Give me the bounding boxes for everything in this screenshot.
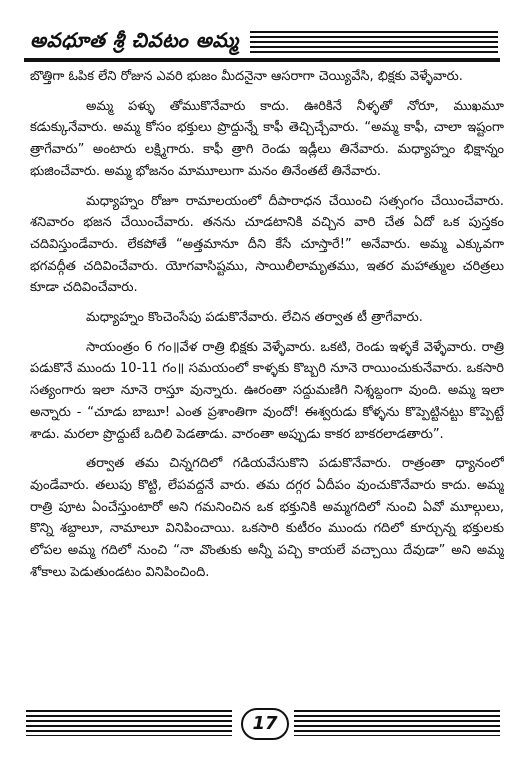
footer-decorative-lines-right (294, 710, 500, 736)
paragraph: సాయంత్రం 6 గం॥వేళ రాత్రి భిక్షకు వెళ్ళేవారు. ఒకటి, రెండు ఇళ్ళకే వెళ్ళేవారు. రాత్రి పడుకొనే ముందు 10-11 గం॥ సమయంలో కాళ్ళకు కొబ్బరి నూనె రాయించుకునేవారు. ఒకసారి సత్యంగారు ఇలా నూనె రాస్తూ వున్నారు. ఊరంతా సద్దుమణిగి నిశ్శబ్దంగా వుంది. అమ్మ ఇలా అన్నారు - “చూడు బాబూ! ఎంత ప్రశాంతిగా వుందో! ఈశ్వరుడు కోళ్ళను కొప్పెట్టినట్టు కొప్పెట్టే శాడు. మరలా ప్రొద్దుటే ఒదిలి పెడతాడు. వారంతా అప్పుడు కాకర బాకరలాడతారు”. (30, 339, 504, 442)
page-footer (26, 708, 500, 738)
paragraph-continued: బొత్తిగా ఓపిక లేని రోజున ఎవరి భుజం మీదనైనా ఆసరాగా చెయ్యివేసి, భిక్షకు వెళ్ళేవారు. (30, 69, 463, 84)
footer-decorative-lines-left (26, 710, 232, 736)
paragraph: మధ్యాహ్నం రోజూ రామాలయంలో దీపారాధన చేయించి సత్సంగం చేయించేవారు. శనివారం భజన చేయించేవారు. తనను చూడటానికి వచ్చిన వారి చేత ఏదో ఒక పుస్తకం చదివిస్తుండేవారు. లేకపోతే “అత్తమానూ దీని కేసే చూస్తారే!” అనేవారు. అమ్మ ఎక్కువగా భగవద్గీత చదివించేవారు. యోగవాసిష్టము, సాయిలీలామృతము, ఇతర మహాత్ముల చరిత్రలు కూడా చదివించేవారు. (30, 193, 504, 296)
paragraph: తర్వాత తమ చిన్నగదిలో గడియవేసుకొని పడుకొనేవారు. రాత్రంతా ధ్యానంలో వుండేవారు. తలుపు కొట్టి, లేపవద్దనే వారు. తమ దగ్గర ఏదీపం వుంచుకొనేవారు కాదు. అమ్మ రాత్రి పూట ఏంచేస్తుంటారో అని గమనించిన ఒక భక్తునికి అమ్మగదిలో నుంచి ఏవో మూల్గులు, కొన్ని శబ్దాలూ, నామాలూ వినిపించాయి. ఒకసారి కుటీరం ముందు గదిలో కూర్చున్న భక్తులకు లోపల అమ్మ గదిలో నుంచి “నా వొంతుకు అన్నీ పచ్చి కాయలే వచ్చాయి దేవుడా” అని అమ్మ శోకాలు పెడుతుండటం వినిపించింది. (30, 456, 504, 580)
header-decorative-lines (250, 31, 498, 55)
header-rule (24, 58, 500, 62)
running-header (24, 22, 500, 64)
page-body (30, 66, 504, 700)
book-title: అవధూత శ్రీ చివటం అమ్మ (30, 28, 239, 52)
page-number: 17 (241, 708, 289, 740)
paragraph: మధ్యాహ్నం కొంచెంసేపు పడుకొనేవారు. లేచిన తర్వాత టీ త్రాగేవారు. (86, 310, 423, 326)
paragraph: అమ్మ పళ్ళు తోముకొనేవారు కాదు. ఊరికినే నీళ్ళతో నోరూ, ముఖమూ కడుక్కునేవారు. అమ్మ కోసం భక్తులు ప్రొద్దున్నే కాఫీ తెచ్చిచ్చేవారు. “అమ్మ కాఫీ, చాలా ఇష్టంగా త్రాగేవారు” అంటారు లక్ష్మిగారు. కాఫీ త్రాగి రెండు ఇడ్లీలు తినేవారు. మధ్యాహ్నం భిక్షాన్నం భుజించేవారు. అమ్మ భోజనం మామూలుగా మనం తినేంతటే తినేవారు. (30, 98, 504, 179)
